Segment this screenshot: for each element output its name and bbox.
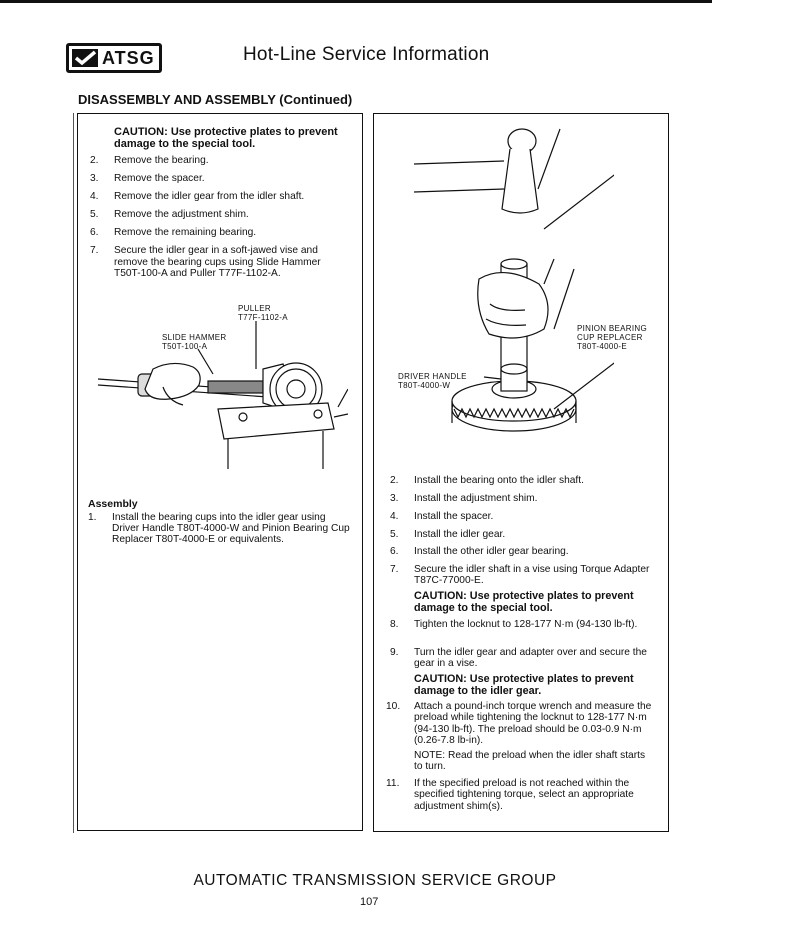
step-text: Install the other idler gear bearing. [414,546,569,557]
step-number: 6. [90,227,99,238]
step-text: Turn the idler gear and adapter over and secure the gear in a vise. [414,647,647,670]
step-text: Remove the bearing. [114,155,209,166]
step-text: Install the spacer. [414,511,494,522]
section-title: DISASSEMBLY AND ASSEMBLY (Continued) [78,92,353,107]
right-caution-tool: CAUTION: Use protective plates to prevent damage to the special tool. [414,590,634,614]
step-text: If the specified preload is not reached within the specified tightening torque, select an appropriate adjustment shim(s). [414,778,634,812]
step-text: Install the bearing onto the idler shaft. [414,475,584,486]
left-panel [77,113,363,831]
right-panel [373,113,669,832]
driver-handle-code: T80T-4000-W [398,381,451,390]
step-number: 1. [88,512,97,523]
step-text: Remove the remaining bearing. [114,227,257,238]
top-rule [0,0,712,3]
slide-hammer-label: SLIDE HAMMER [162,333,227,342]
pinion-label-line1: PINION BEARING [577,324,647,333]
step-text: Install the bearing cups into the idler gear using Driver Handle T80T-4000-W and Pinion Bearing Cup Replacer T80T-4000-E or equivalents. [112,512,350,546]
step-number: 2. [90,155,99,166]
right-caution-gear: CAUTION: Use protective plates to prevent damage to the idler gear. [414,673,634,697]
assembly-title: Assembly [88,498,138,510]
step-text: Install the idler gear. [414,529,506,540]
slide-hammer-code: T50T-100-A [162,342,208,351]
step-text: Install the adjustment shim. [414,493,538,504]
checkmark-icon [72,49,98,67]
step-number: 4. [390,511,399,522]
step-number: 2. [390,475,399,486]
pinion-code: T80T-4000-E [577,342,627,351]
step-text: Remove the idler gear from the idler shaft. [114,191,305,202]
driver-handle-label: DRIVER HANDLE [398,372,467,381]
step-number: 10. [386,701,401,712]
puller-code: T77F-1102-A [238,313,288,322]
step-number: 8. [390,619,399,630]
step-text: Remove the adjustment shim. [114,209,249,220]
atsg-logo [66,43,162,73]
step-number: 7. [90,245,99,256]
step-number: 11. [386,778,400,789]
step-number: 9. [390,647,399,658]
slide-hammer-illustration [98,319,348,474]
left-caution: CAUTION: Use protective plates to prevent damage to the special tool. [114,126,338,150]
step-text: Remove the spacer. [114,173,205,184]
step-text: Attach a pound-inch torque wrench and measure the preload while tightening the locknut to 128-177 N·m (94-130 lb-ft). The preload should be 0.03-0.9 N·m (0.26-7.8 lb-in). [414,701,652,747]
step-number: 4. [90,191,99,202]
pinion-label-line2: CUP REPLACER [577,333,643,342]
left-margin-rule [73,113,74,833]
step-number: 7. [390,564,399,575]
step-text: Secure the idler gear in a soft-jawed vise and remove the bearing cups using Slide Hammer T50T-100-A and Puller T77F-1102-A. [114,245,321,279]
footer-org: AUTOMATIC TRANSMISSION SERVICE GROUP [193,872,557,889]
step-number: 3. [90,173,99,184]
driver-handle-illustration [394,119,614,459]
puller-label: PULLER [238,304,271,313]
step-number: 5. [90,209,99,220]
page-number: 107 [360,896,379,908]
step-number: 6. [390,546,399,557]
page-header-title: Hot-Line Service Information [243,44,490,65]
step-number: 5. [390,529,399,540]
step-text: Secure the idler shaft in a vise using Torque Adapter T87C-77000-E. [414,564,650,587]
step-text: Tighten the locknut to 128-177 N·m (94-130 lb-ft). [414,619,638,630]
logo-text: ATSG [102,47,155,68]
note-preload: NOTE: Read the preload when the idler shaft starts to turn. [414,750,646,773]
step-number: 3. [390,493,399,504]
